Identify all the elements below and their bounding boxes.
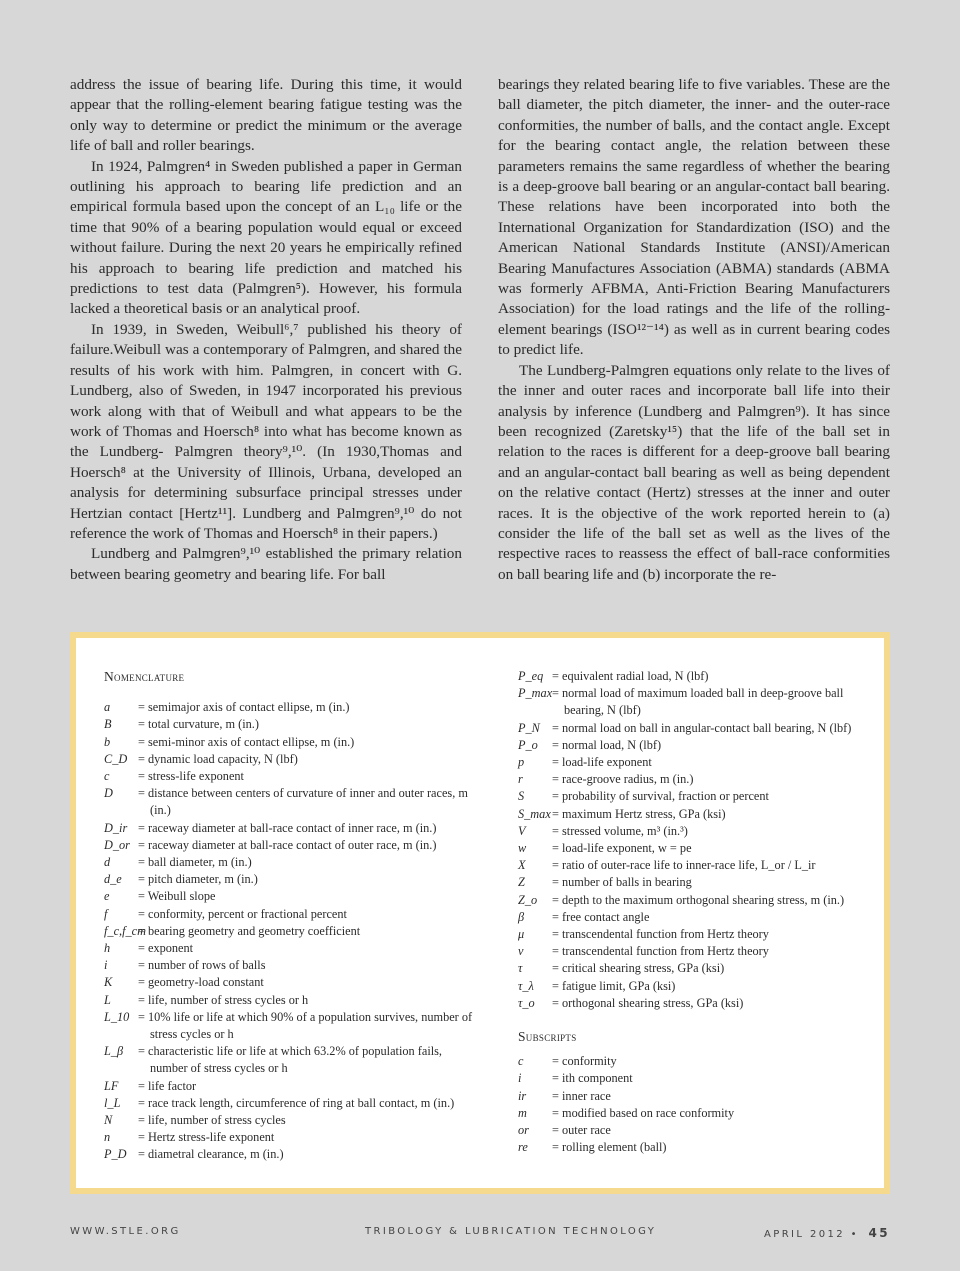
nomenclature-left-column bbox=[104, 668, 476, 1164]
nomenclature-definition: = depth to the maximum orthogonal shearing stress, m (in.) bbox=[552, 892, 845, 907]
nomenclature-definition: = normal load, N (lbf) bbox=[552, 737, 662, 752]
nomenclature-row bbox=[518, 1139, 870, 1156]
nomenclature-definition: = race track length, circumference of ring at ball contact, m (in.) bbox=[138, 1095, 455, 1110]
nomenclature-definition: = bearing geometry and geometry coefficient bbox=[138, 923, 361, 938]
subscripts-title: Subscripts bbox=[518, 1029, 577, 1045]
nomenclature-definition: = life, number of stress cycles or h bbox=[138, 992, 309, 1007]
nomenclature-row bbox=[104, 957, 476, 974]
nomenclature-row bbox=[518, 960, 870, 977]
nomenclature-symbol: h bbox=[104, 941, 111, 956]
nomenclature-symbol: c bbox=[104, 769, 110, 784]
nomenclature-symbol: β bbox=[518, 909, 525, 924]
nomenclature-definition: = ratio of outer-race life to inner-race life, L_or / L_ir bbox=[552, 858, 816, 873]
nomenclature-definition: = transcendental function from Hertz theory bbox=[552, 927, 769, 942]
nomenclature-row bbox=[104, 768, 476, 785]
nomenclature-definition: = ball diameter, m (in.) bbox=[138, 855, 252, 870]
nomenclature-row bbox=[104, 716, 476, 733]
nomenclature-symbol: ν bbox=[518, 944, 524, 959]
nomenclature-symbol: N bbox=[104, 1113, 113, 1128]
nomenclature-row bbox=[104, 888, 476, 905]
nomenclature-symbol: P_max bbox=[518, 686, 553, 701]
nomenclature-definition: = semi-minor axis of contact ellipse, m (in.) bbox=[138, 734, 355, 749]
paragraph: In 1939, in Sweden, Weibull⁶,⁷ published his theory of failure.Weibull was a contemporary of Palmgren, and shared the results of his work with him. Palmgren, in concert with G. Lundberg, also of Sweden, in 1947 incorporated his previous work along with that of Weibull and what appears to be the work of Thomas and Hoersch⁸ into what has become known as the Lundberg- Palmgren theory⁹,¹⁰. (In 1930,Thomas and Hoersch⁸ at the University of Illinois, Urbana, developed an analysis for determining subsurface principal stresses under Hertzian contact [Hertz¹¹]. Lundberg and Palmgren⁹,¹⁰ do not reference the work of Thomas and Hoersch⁸ in their papers.) bbox=[70, 320, 462, 542]
nomenclature-row bbox=[104, 734, 476, 751]
nomenclature-panel bbox=[76, 638, 884, 1188]
nomenclature-definition: = probability of survival, fraction or percent bbox=[552, 789, 769, 804]
nomenclature-definition: = semimajor axis of contact ellipse, m (in.) bbox=[138, 700, 350, 715]
nomenclature-symbol: p bbox=[518, 755, 525, 770]
nomenclature-symbol: L_β bbox=[104, 1044, 124, 1059]
nomenclature-definition: = inner race bbox=[552, 1088, 611, 1103]
nomenclature-row bbox=[518, 823, 870, 840]
nomenclature-symbol: D_ir bbox=[104, 820, 128, 835]
nomenclature-row bbox=[104, 871, 476, 888]
nomenclature-definition: = number of balls in bearing bbox=[552, 875, 692, 890]
nomenclature-symbol: LF bbox=[104, 1078, 119, 1093]
nomenclature-symbol: τ bbox=[518, 961, 523, 976]
nomenclature-row bbox=[104, 837, 476, 854]
nomenclature-definition: = raceway diameter at ball-race contact of inner race, m (in.) bbox=[138, 820, 437, 835]
nomenclature-row bbox=[518, 909, 870, 926]
nomenclature-definition: = equivalent radial load, N (lbf) bbox=[552, 669, 709, 683]
nomenclature-row bbox=[104, 1043, 476, 1077]
nomenclature-row bbox=[104, 1095, 476, 1112]
nomenclature-definition: = rolling element (ball) bbox=[552, 1140, 667, 1155]
nomenclature-symbol: S_max bbox=[518, 806, 551, 821]
nomenclature-definition: = conformity bbox=[552, 1054, 617, 1069]
nomenclature-row bbox=[518, 892, 870, 909]
nomenclature-definition: = raceway diameter at ball-race contact of outer race, m (in.) bbox=[138, 837, 437, 852]
nomenclature-symbol: τ_λ bbox=[518, 978, 534, 993]
nomenclature-definition: = distance between centers of curvature of inner and outer races, m (in.) bbox=[138, 786, 468, 818]
nomenclature-symbol: X bbox=[518, 858, 526, 873]
nomenclature-symbol: P_eq bbox=[518, 669, 544, 683]
nomenclature-row bbox=[104, 974, 476, 991]
nomenclature-row bbox=[518, 668, 870, 685]
nomenclature-symbol: d_e bbox=[104, 872, 122, 887]
nomenclature-symbol: a bbox=[104, 700, 111, 715]
paragraph: address the issue of bearing life. During this time, it would appear that the rolling-element bearing fatigue testing was the only way to determine or predict the minimum or the average life of ball and roller bearings. bbox=[70, 76, 462, 155]
nomenclature-row bbox=[518, 978, 870, 995]
footer-date: APRIL 2012 bbox=[764, 1229, 845, 1240]
subscripts-list bbox=[518, 1053, 870, 1156]
nomenclature-symbol: f bbox=[104, 906, 108, 921]
nomenclature-list bbox=[518, 668, 870, 1012]
nomenclature-definition: = 10% life or life at which 90% of a population survives, number of stress cycles or h bbox=[138, 1009, 473, 1042]
nomenclature-row bbox=[104, 751, 476, 768]
nomenclature-symbol: μ bbox=[518, 927, 525, 942]
nomenclature-symbol: d bbox=[104, 855, 111, 870]
nomenclature-row bbox=[104, 1009, 476, 1043]
nomenclature-symbol: τ_o bbox=[518, 995, 535, 1010]
article-left-column bbox=[70, 75, 462, 585]
nomenclature-box bbox=[70, 632, 890, 1194]
nomenclature-symbol: ir bbox=[518, 1088, 527, 1103]
nomenclature-row bbox=[104, 854, 476, 871]
nomenclature-row bbox=[518, 1105, 870, 1122]
nomenclature-row bbox=[518, 1088, 870, 1105]
nomenclature-definition: = pitch diameter, m (in.) bbox=[138, 872, 258, 887]
nomenclature-symbol: K bbox=[104, 975, 113, 990]
nomenclature-definition: = stressed volume, m³ (in.³) bbox=[552, 823, 688, 838]
nomenclature-definition: = ith component bbox=[552, 1071, 633, 1086]
paragraph: Lundberg and Palmgren⁹,¹⁰ established the primary relation between bearing geometry and bearing life. For ball bbox=[70, 545, 462, 583]
nomenclature-symbol: m bbox=[518, 1105, 527, 1120]
nomenclature-symbol: V bbox=[518, 823, 526, 838]
nomenclature-row bbox=[518, 685, 870, 719]
nomenclature-row bbox=[104, 1129, 476, 1146]
nomenclature-row bbox=[518, 1070, 870, 1087]
nomenclature-row bbox=[104, 992, 476, 1009]
nomenclature-row bbox=[104, 940, 476, 957]
nomenclature-definition: = critical shearing stress, GPa (ksi) bbox=[552, 961, 725, 976]
nomenclature-row bbox=[518, 806, 870, 823]
nomenclature-symbol: D bbox=[104, 786, 113, 801]
nomenclature-symbol: e bbox=[104, 889, 110, 904]
nomenclature-definition: = characteristic life or life at which 63.2% of population fails, number of stress cycles or h bbox=[138, 1044, 443, 1076]
nomenclature-symbol: B bbox=[104, 717, 112, 732]
nomenclature-definition: = fatigue limit, GPa (ksi) bbox=[552, 978, 676, 993]
nomenclature-definition: = Weibull slope bbox=[138, 889, 216, 904]
nomenclature-symbol: C_D bbox=[104, 751, 128, 766]
nomenclature-row bbox=[518, 771, 870, 788]
nomenclature-definition: = load-life exponent, w = pe bbox=[552, 841, 692, 856]
nomenclature-definition: = diametral clearance, m (in.) bbox=[138, 1147, 284, 1162]
nomenclature-row bbox=[518, 754, 870, 771]
nomenclature-definition: = stress-life exponent bbox=[138, 769, 244, 784]
nomenclature-row bbox=[518, 995, 870, 1012]
nomenclature-row bbox=[518, 874, 870, 891]
nomenclature-symbol: L_10 bbox=[104, 1009, 130, 1024]
nomenclature-row bbox=[104, 1078, 476, 1095]
footer-separator: • bbox=[850, 1229, 859, 1240]
nomenclature-definition: = normal load of maximum loaded ball in deep-groove ball bearing, N (lbf) bbox=[552, 686, 844, 718]
nomenclature-title: Nomenclature bbox=[104, 669, 185, 684]
nomenclature-row bbox=[104, 699, 476, 716]
nomenclature-symbol: f_c,f_cm bbox=[104, 923, 147, 938]
nomenclature-definition: = transcendental function from Hertz theory bbox=[552, 944, 769, 959]
nomenclature-row bbox=[518, 720, 870, 737]
nomenclature-row bbox=[518, 840, 870, 857]
nomenclature-row bbox=[518, 788, 870, 805]
nomenclature-row bbox=[104, 906, 476, 923]
nomenclature-row bbox=[104, 785, 476, 819]
nomenclature-row bbox=[518, 1053, 870, 1070]
nomenclature-symbol: P_N bbox=[518, 720, 540, 735]
nomenclature-row bbox=[104, 1146, 476, 1163]
nomenclature-symbol: P_D bbox=[104, 1147, 127, 1162]
nomenclature-symbol: w bbox=[518, 841, 527, 856]
nomenclature-row bbox=[518, 1122, 870, 1139]
paragraph: The Lundberg-Palmgren equations only relate to the lives of the inner and outer races and incorporate ball life into their analysis by inference (Lundberg and Palmgren⁹). It has since been recognized (Zaretsky¹⁵) that the life of the ball set in relation to the races is different for a deep-groove ball bearing and an angular-contact ball bearing as well as being dependent on the relative contact (Hertz) stresses at the inner and outer races. It is the objective of the work reported herein to (a) consider the life of the ball set as well as the lives of the respective races to reassess the effect of ball-race conformities on ball bearing life and (b) incorporate the re- bbox=[498, 361, 890, 583]
nomenclature-symbol: i bbox=[104, 958, 108, 973]
nomenclature-row bbox=[104, 1112, 476, 1129]
footer-publication: TRIBOLOGY & LUBRICATION TECHNOLOGY bbox=[365, 1226, 657, 1237]
nomenclature-row bbox=[104, 923, 476, 940]
nomenclature-symbol: S bbox=[518, 789, 525, 804]
nomenclature-definition: = modified based on race conformity bbox=[552, 1105, 735, 1120]
nomenclature-right-column bbox=[518, 668, 870, 1156]
nomenclature-definition: = geometry-load constant bbox=[138, 975, 264, 990]
nomenclature-definition: = life, number of stress cycles bbox=[138, 1113, 286, 1128]
footer-website: WWW.STLE.ORG bbox=[70, 1226, 181, 1237]
nomenclature-definition: = outer race bbox=[552, 1123, 611, 1138]
nomenclature-symbol: Z bbox=[518, 875, 525, 890]
nomenclature-list bbox=[104, 699, 476, 1163]
nomenclature-symbol: l_L bbox=[104, 1095, 121, 1110]
nomenclature-symbol: re bbox=[518, 1140, 528, 1155]
nomenclature-definition: = conformity, percent or fractional percent bbox=[138, 906, 347, 921]
nomenclature-definition: = race-groove radius, m (in.) bbox=[552, 772, 694, 787]
nomenclature-symbol: r bbox=[518, 772, 523, 787]
paragraph: bearings they related bearing life to five variables. These are the ball diameter, the pitch diameter, the inner- and the outer-race conformities, the number of balls, and the contact angle. Except for the bearing contact angle, the relation between these parameters remains the same regardless of whether the bearing is a deep-groove ball bearing or an angular-contact ball bearing. These relations have been incorporated into both the International Organization for Standardization (ISO) and the American National Standards Institute (ANSI)/American Bearing Manufactures Association (ABMA) standards (ABMA was formerly AFBMA, Anti-Friction Bearing Manufacturers Association) for the load ratings and the life of the rolling-element bearings (ISO¹²⁻¹⁴) as well as in current bearing codes to predict life. bbox=[498, 76, 890, 359]
nomenclature-definition: = number of rows of balls bbox=[138, 958, 266, 973]
nomenclature-symbol: Z_o bbox=[518, 892, 538, 907]
nomenclature-definition: = orthogonal shearing stress, GPa (ksi) bbox=[552, 995, 744, 1010]
nomenclature-symbol: or bbox=[518, 1123, 529, 1138]
nomenclature-symbol: i bbox=[518, 1071, 522, 1086]
footer-date-page bbox=[764, 1226, 890, 1240]
nomenclature-definition: = maximum Hertz stress, GPa (ksi) bbox=[552, 806, 726, 821]
nomenclature-row bbox=[518, 926, 870, 943]
nomenclature-definition: = life factor bbox=[138, 1078, 197, 1093]
nomenclature-symbol: D_or bbox=[104, 837, 130, 852]
nomenclature-definition: = exponent bbox=[138, 941, 194, 956]
nomenclature-row bbox=[518, 737, 870, 754]
nomenclature-definition: = normal load on ball in angular-contact ball bearing, N (lbf) bbox=[552, 720, 852, 735]
nomenclature-row bbox=[104, 820, 476, 837]
nomenclature-row bbox=[518, 857, 870, 874]
paragraph: In 1924, Palmgren⁴ in Sweden published a paper in German outlining his approach to bearing life prediction and an empirical formula based upon the concept of an L₁₀ life or the time that 90% of a bearing population would equal or exceed without failure. During the next 20 years he empirically refined his approach to bearing life prediction and matched his predictions to test data (Palmgren⁵). However, his formula lacked a theoretical basis or an analytical proof. bbox=[70, 157, 462, 318]
nomenclature-symbol: L bbox=[104, 992, 111, 1007]
nomenclature-definition: = dynamic load capacity, N (lbf) bbox=[138, 751, 298, 766]
nomenclature-symbol: c bbox=[518, 1054, 524, 1069]
nomenclature-row bbox=[518, 943, 870, 960]
page-number: 45 bbox=[868, 1226, 890, 1240]
nomenclature-symbol: b bbox=[104, 734, 111, 749]
article-right-column bbox=[498, 75, 890, 585]
nomenclature-definition: = load-life exponent bbox=[552, 755, 652, 770]
nomenclature-definition: = Hertz stress-life exponent bbox=[138, 1130, 275, 1145]
nomenclature-symbol: n bbox=[104, 1130, 111, 1145]
nomenclature-definition: = total curvature, m (in.) bbox=[138, 717, 259, 732]
nomenclature-symbol: P_o bbox=[518, 737, 538, 752]
nomenclature-definition: = free contact angle bbox=[552, 909, 650, 924]
